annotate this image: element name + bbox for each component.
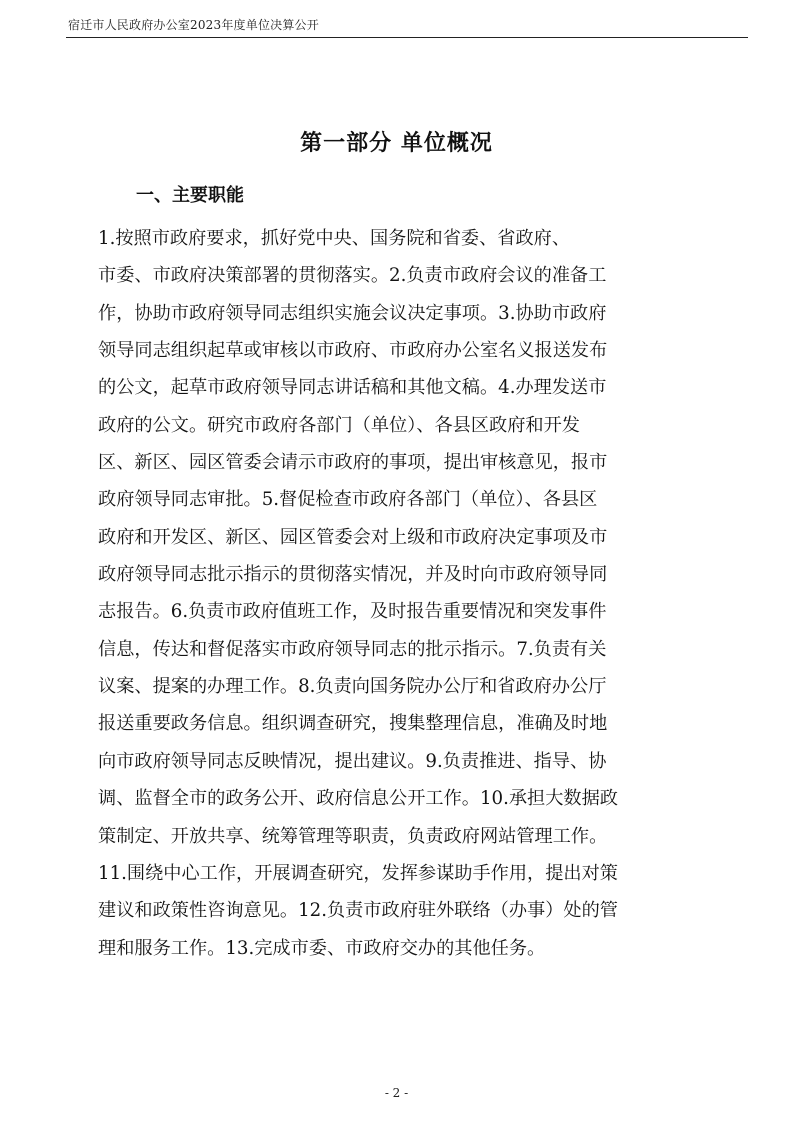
body-line: 的公文，起草市政府领导同志讲话稿和其他文稿。4.办理发送市 [98, 377, 607, 399]
page-number: - 2 - [384, 1086, 409, 1100]
body-line: 信息，传达和督促落实市政府领导同志的批示指示。7.负责有关 [98, 638, 607, 660]
body-line: 市委、市政府决策部署的贯彻落实。2.负责市政府会议的准备工 [98, 265, 607, 287]
running-header: 宿迁市人民政府办公室2023年度单位决算公开 [68, 18, 319, 32]
body-paragraph [98, 220, 718, 967]
body-line: 报送重要政务信息。组织调查研究，搜集整理信息，准确及时地 [98, 713, 608, 735]
body-line: 策制定、开放共享、统筹管理等职责，负责政府网站管理工作。 [98, 825, 608, 847]
body-line: 政府领导同志批示指示的贯彻落实情况，并及时向市政府领导同 [98, 564, 608, 586]
body-line: 11.围绕中心工作，开展调查研究，发挥参谋助手作用，提出对策 [98, 862, 618, 884]
header-divider [66, 37, 748, 38]
body-line: 志报告。6.负责市政府值班工作，及时报告重要情况和突发事件 [98, 601, 607, 623]
body-line: 向市政府领导同志反映情况，提出建议。9.负责推进、指导、协 [98, 750, 607, 772]
body-line: 建议和政策性咨询意见。12.负责市政府驻外联络（办事）处的管 [98, 900, 618, 922]
body-line: 作，协助市政府领导同志组织实施会议决定事项。3.协助市政府 [98, 302, 607, 324]
body-line: 政府的公文。研究市政府各部门（单位）、各县区政府和开发 [98, 414, 580, 436]
body-line: 理和服务工作。13.完成市委、市政府交办的其他任务。 [98, 937, 546, 959]
body-line: 议案、提案的办理工作。8.负责向国务院办公厅和省政府办公厅 [98, 676, 607, 698]
body-line: 政府和开发区、新区、园区管委会对上级和市政府决定事项及市 [98, 526, 608, 548]
body-line: 领导同志组织起草或审核以市政府、市政府办公室名义报送发布 [98, 340, 608, 362]
body-line: 1.按照市政府要求，抓好党中央、国务院和省委、省政府、 [98, 228, 571, 249]
body-line: 政府领导同志审批。5.督促检查市政府各部门（单位）、各县区 [98, 489, 598, 511]
body-line: 调、监督全市的政务公开、政府信息公开工作。10.承担大数据政 [98, 788, 618, 810]
body-line: 区、新区、园区管委会请示市政府的事项，提出审核意见，报市 [98, 452, 608, 474]
section-heading: 一、主要职能 [136, 185, 244, 206]
page-title: 第一部分 单位概况 [300, 131, 493, 156]
